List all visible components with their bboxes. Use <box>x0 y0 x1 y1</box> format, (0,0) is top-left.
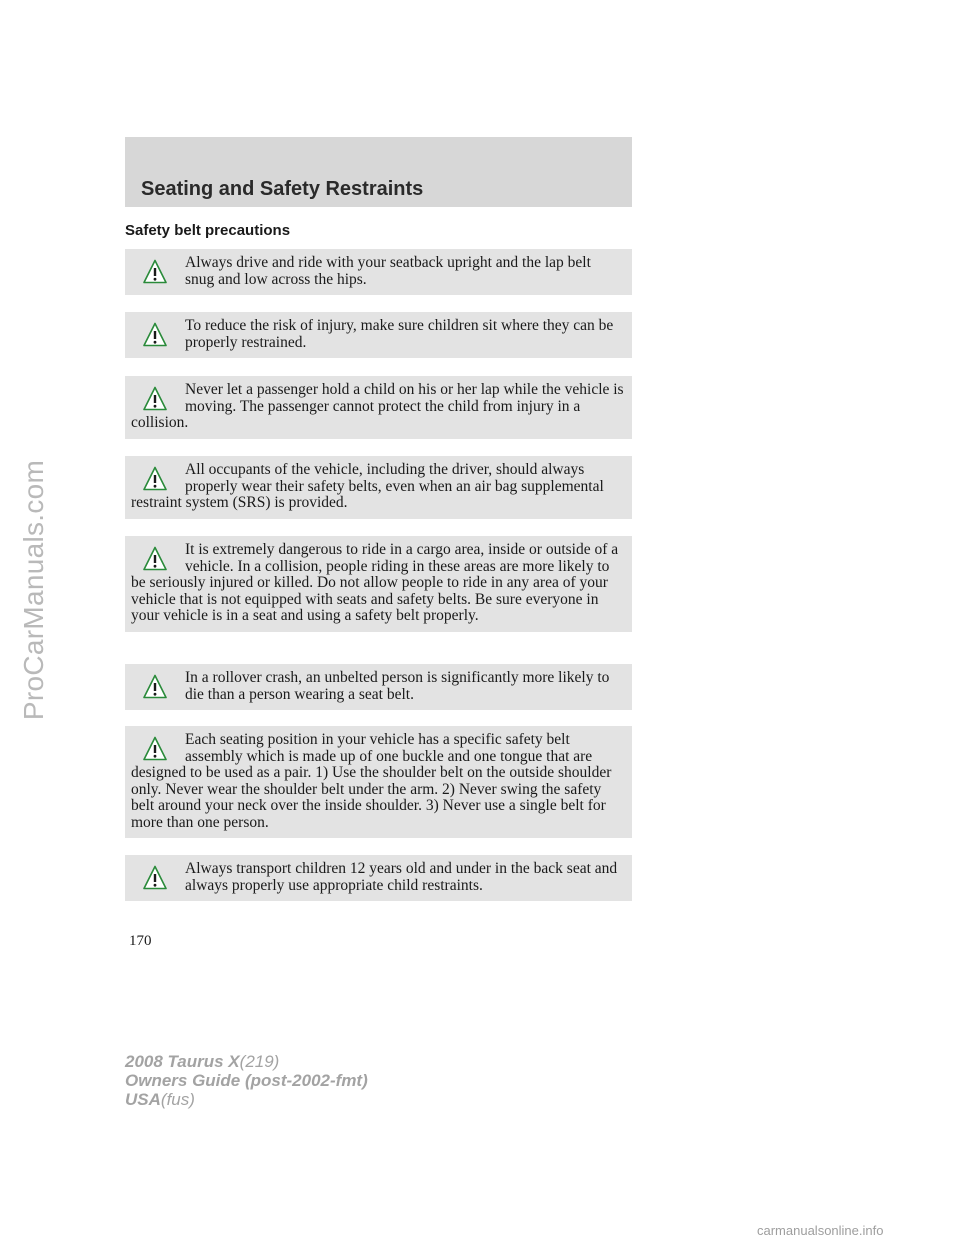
warning-triangle-icon <box>143 386 167 411</box>
warning-text: Always drive and ride with your seatback upright and the lap belt snug and low across the hips. <box>185 254 591 288</box>
warning-text: Always transport children 12 years old and under in the back seat and always properly use appropriate child restraints. <box>185 860 618 894</box>
warning-box <box>125 855 632 901</box>
footer-model: 2008 Taurus X <box>125 1052 240 1071</box>
warning-box <box>125 312 632 358</box>
warning-triangle-icon <box>143 674 167 699</box>
warning-text: In a rollover crash, an unbelted person is significantly more likely to die than a person wearing a seat belt. <box>185 669 610 703</box>
footer <box>125 1052 368 1109</box>
warning-text: To reduce the risk of injury, make sure children sit where they can be properly restrained. <box>185 317 614 351</box>
footer-line <box>125 1052 368 1071</box>
warning-triangle-icon <box>143 546 167 571</box>
warning-box <box>125 664 632 710</box>
footer-line <box>125 1090 368 1109</box>
side-watermark <box>8 380 60 800</box>
warning-triangle-icon <box>143 259 167 284</box>
warning-triangle-icon <box>143 736 167 761</box>
bottom-watermark-link[interactable]: carmanualsonline.info <box>757 1223 884 1238</box>
page-title: Seating and Safety Restraints <box>141 178 424 200</box>
warning-text: All occupants of the vehicle, including the driver, should always properly wear their safety belts, even when an air bag supplemental restraint system (SRS) is provided. <box>131 461 604 511</box>
warning-box <box>125 536 632 632</box>
warning-box <box>125 726 632 838</box>
footer-line <box>125 1071 368 1090</box>
page-number: 170 <box>129 933 152 949</box>
warning-box <box>125 249 632 295</box>
footer-guide: Owners Guide (post-2002-fmt) <box>125 1071 368 1090</box>
warning-text: Each seating position in your vehicle has a specific safety belt assembly which is made up of one buckle and one tongue that are designed to be used as a pair. 1) Use the shoulder belt on the outside shoulder only. Never wear the shoulder belt under the arm. 2) Never swing the safety belt around your neck over the inside shoulder. 3) Never use a single belt for more than one person. <box>131 731 612 831</box>
warning-text: Never let a passenger hold a child on his or her lap while the vehicle is moving. The passenger cannot protect the child from injury in a collision. <box>131 381 624 431</box>
warning-box <box>125 456 632 519</box>
warning-text: It is extremely dangerous to ride in a cargo area, inside or outside of a vehicle. In a collision, people riding in these areas are more likely to be seriously injured or killed. Do not allow people to ride in any area of your vehicle that is not equipped with seats and safety belts. Be sure everyone in your vehicle is in a seat and using a safety belt properly. <box>131 541 619 624</box>
warning-triangle-icon <box>143 865 167 890</box>
warning-triangle-icon <box>143 466 167 491</box>
side-watermark-text: ProCarManuals.com <box>18 459 49 721</box>
footer-market: USA <box>125 1090 161 1109</box>
section-heading: Safety belt precautions <box>125 222 291 239</box>
footer-model-code: (219) <box>239 1052 280 1071</box>
footer-market-code: (fus) <box>160 1090 195 1109</box>
warning-triangle-icon <box>143 322 167 347</box>
bottom-watermark <box>0 1223 960 1242</box>
warning-box <box>125 376 632 439</box>
